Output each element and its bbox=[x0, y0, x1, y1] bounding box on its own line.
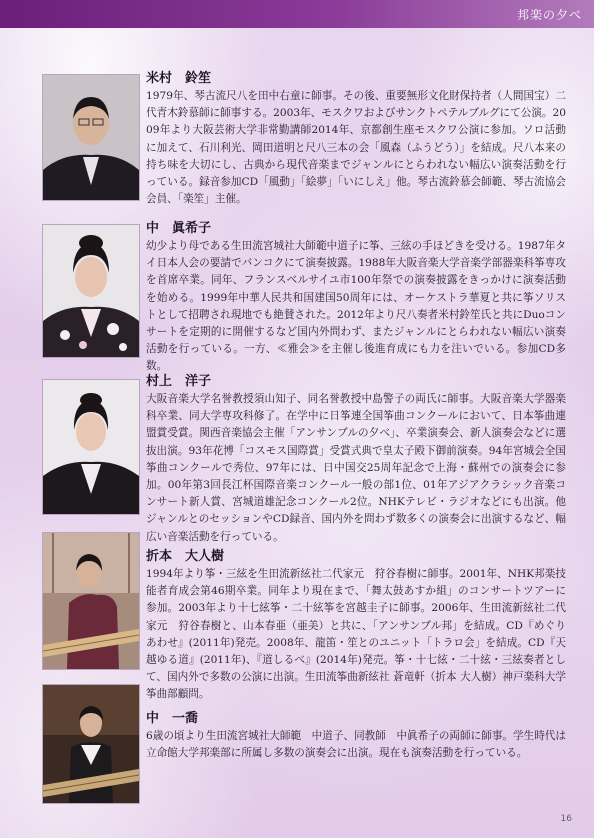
performer-text bbox=[146, 70, 566, 208]
performer-name: 米村 鈴笙 bbox=[146, 71, 212, 86]
performer-photo bbox=[42, 379, 140, 515]
performer-photo bbox=[42, 684, 140, 804]
performer-text bbox=[146, 220, 566, 376]
performer-bio: 6歳の頃より生田流宮城社大師範 中道子、同教師 中眞希子の両師に師事。学生時代は立命館大学邦楽部に所属し多数の演奏会に出演。現在も演奏活動を行っている。 bbox=[146, 730, 566, 760]
performer-photo bbox=[42, 224, 140, 358]
header-title: 邦楽の夕べ bbox=[516, 8, 582, 22]
performer-name: 村上 洋子 bbox=[146, 374, 212, 389]
performer-photo bbox=[42, 74, 140, 201]
performer-text bbox=[146, 373, 566, 546]
performer-text bbox=[146, 710, 566, 762]
performer-name: 折本 大人樹 bbox=[146, 549, 225, 564]
page-number: 16 bbox=[560, 814, 572, 824]
performer-name: 中 眞希子 bbox=[146, 221, 212, 236]
performer-text bbox=[146, 548, 566, 704]
performer-bio: 大阪音楽大学名誉教授須山知子、同名誉教授中島警子の両氏に師事。大阪音楽大学器楽科卒業、同大学専攻科修了。在学中に日筝連全国筝曲コンクールにおいて、日本筝曲連盟賞受賞。関西音楽協会主催「アンサンブルの夕べ」、卒業演奏会、新人演奏会などに選抜出演。93年花博「コスモス国際賞」受賞式典で皇太子殿下御前演奏。94年宮城会全国筝曲コンクールで秀位、97年には、日中国交25周年記念で上海・蘇州での演奏会に参加。00年第3回長江杯国際音楽コンクール一般の部1位、01年アジアクラシック音楽コンサート新人賞、宮城道雄記念コンクール2位。NHKテレビ・ラジオなどにも出演。他ジャンルとのセッションやCD録音、国内外を問わず数多くの演奏会に出演するなど、幅広い音楽活動を行っている。 bbox=[146, 393, 566, 543]
performer-bio: 1994年より筝・三絃を生田流新絃社二代家元 狩谷春樹に師事。2001年、NHK邦楽技能者育成会第46期卒業。同年より現在まで、「舞太鼓あすか組」のコンサートツアーに参加。2003年より十七絃筝・二十絃筝を宮越圭子に師事。2006年、生田流新絃社二代家元 狩谷春樹と、山本春亜（亜美）と共に、「アンサンブル邦」を結成。CD『めぐりあわせ』(2011年)発売。2008年、龍笛・笙とのユニット「トラロ会」を結成。CD『天越ゆる道』(2011年)、『道しるべ』(2014年)発売。筝・十七絃・二十絃・三絃奏者として、国内外で多数の公演に出演。生田流筝曲新絃社 蒼竜軒（折本 大人樹）神戸楽科大学筝曲部顧問。 bbox=[146, 568, 566, 701]
performer-bio: 幼少より母である生田流宮城社大師範中道子に筝、三絃の手ほどきを受ける。1987年タイ日本人会の要請でバンコクにて演奏披露。1988年大阪音楽大学音楽学部器楽科筝専攻を首席卒業。同年、フランスベルサイユ市100年祭での演奏披露をきっかけに演奏活動を始める。1999年中華人民共和国建国50周年には、オーケストラ華夏と共に筝ソリストとして招聘され現地でも絶賛された。2012年より尺八奏者米村鈴笙氏と共にDuoコンサートを定期的に開催するなど国内外問わず、またジャンルにとらわれない幅広い演奏活動を行っている。一方、≪雅会≫を主催し後進育成にも力を注いでいる。参加CD多数。 bbox=[146, 240, 566, 373]
performer-name: 中 一喬 bbox=[146, 711, 199, 726]
performer-bio: 1979年、琴古流尺八を田中右童に師事。その後、重要無形文化財保持者（人間国宝）二代青木鈴慕師に師事する。2003年、モスクワおよびサンクトペテルブルグにて公演。2009年より大阪芸術大学非常勤講師2014年、京都創生座モスクワ公演に参加。ソロ活動に加えて、石川利光、岡田道明と尺八三本の会「風森（ふうどう）」を結成。尺八本来の持ち味を大切にし、古典から現代音楽までジャンルにとらわれない幅広い演奏活動を行っている。録音参加CD「風動」「絵夢」「いにしえ」他。琴古流鈴慕会師範、琴古流協会会員、「楽笙」主催。 bbox=[146, 90, 566, 206]
performer-photo bbox=[42, 532, 140, 670]
header-bar bbox=[0, 0, 594, 28]
